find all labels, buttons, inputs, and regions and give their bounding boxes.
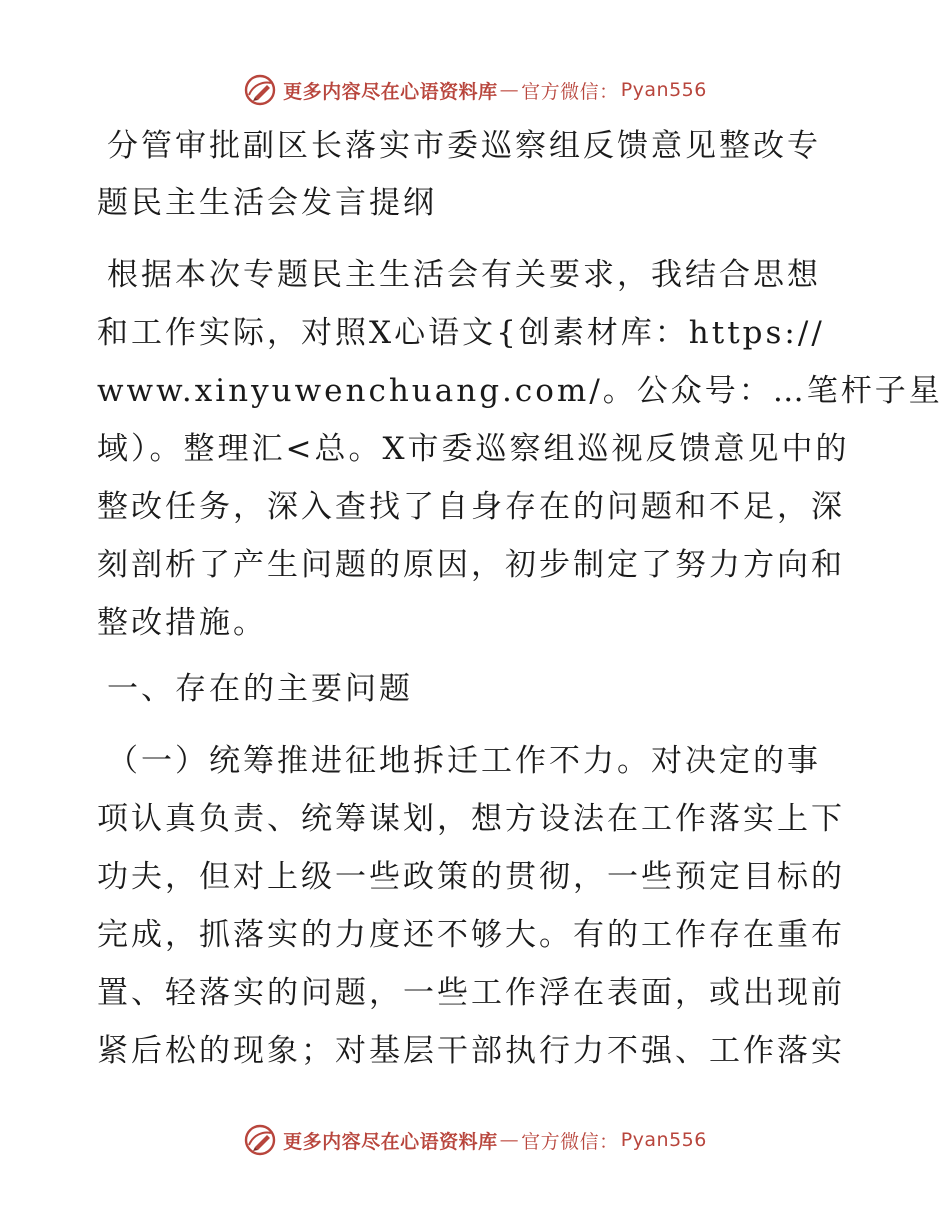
- document-body: [97, 118, 943, 1080]
- pen-logo-icon: [243, 73, 277, 107]
- paragraph-line: 置、轻落实的问题，一些工作浮在表面，或出现前: [97, 975, 845, 1011]
- title-line: 题民主生活会发言提纲: [97, 185, 437, 221]
- watermark-separator: —: [499, 79, 520, 101]
- watermark-text: 更多内容尽在心语资料库: [283, 1130, 498, 1153]
- paragraph-line: 和工作实际，对照X心语文{创素材库：https://: [97, 315, 825, 351]
- title-line: 分管审批副区长落实市委巡察组反馈意见整改专: [107, 128, 821, 164]
- subsection-paragraph: [97, 732, 857, 1080]
- paragraph-line: 完成，抓落实的力度还不够大。有的工作存在重布: [97, 917, 845, 953]
- watermark-handle: Pyan556: [620, 1129, 707, 1151]
- watermark-banner-bottom: [0, 1120, 950, 1160]
- watermark-separator: —: [499, 1129, 520, 1151]
- paragraph-line: 紧后松的现象；对基层干部执行力不强、工作落实: [97, 1033, 845, 1069]
- paragraph-line: www.xinyuwenchuang.com/。公众号：…笔杆子星: [97, 373, 943, 409]
- watermark-contact-label: 官方微信：: [521, 1130, 619, 1153]
- section-heading: 一、存在的主要问题: [107, 671, 413, 707]
- paragraph-line: 根据本次专题民主生活会有关要求，我结合思想: [107, 257, 821, 293]
- paragraph-line: 整改任务，深入查找了自身存在的问题和不足，深: [97, 489, 845, 525]
- pen-logo-icon: [243, 1123, 277, 1157]
- paragraph-line: 项认真负责、统筹谋划，想方设法在工作落实上下: [97, 801, 845, 837]
- watermark-banner-top: [0, 70, 950, 110]
- watermark-handle: Pyan556: [620, 79, 707, 101]
- paragraph-line: 功夫，但对上级一些政策的贯彻，一些预定目标的: [97, 859, 845, 895]
- paragraph-line: 刻剖析了产生问题的原因，初步制定了努力方向和: [97, 547, 845, 583]
- watermark-contact-label: 官方微信：: [521, 80, 619, 103]
- paragraph-line: 域）。整理汇<总。X市委巡察组巡视反馈意见中的: [97, 431, 850, 467]
- watermark-text: 更多内容尽在心语资料库: [283, 80, 498, 103]
- paragraph-line: 整改措施。: [97, 605, 267, 641]
- document-title: [97, 118, 857, 232]
- paragraph-line: （一）统筹推进征地拆迁工作不力。对决定的事: [107, 743, 821, 779]
- intro-paragraph: [97, 246, 943, 652]
